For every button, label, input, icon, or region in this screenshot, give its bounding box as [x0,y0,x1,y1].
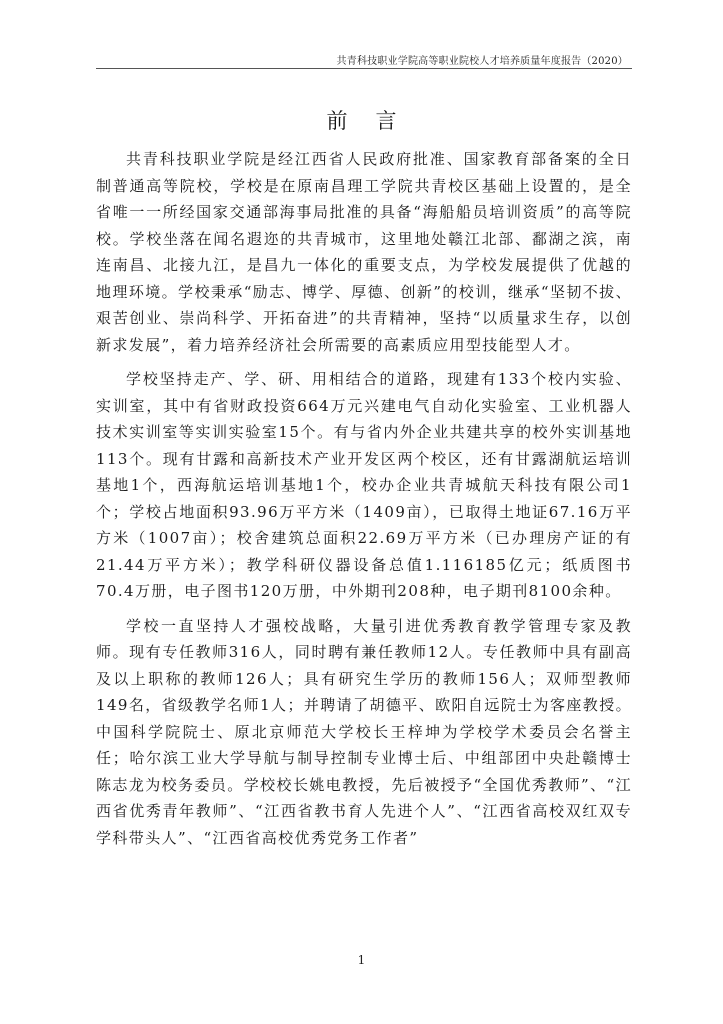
paragraph-facilities: 学校坚持走产、学、研、用相结合的道路，现建有133个校内实验、实训室，其中有省财政投资664万元兴建电气自动化实验室、工业机器人技术实训室等实训实验室15个。有与省内外企业共建共享的校外实训基地113个。现有甘露和高新技术产业开发区两个校区，还有甘露湖航运培训基地1个，西海航运培训基地1个，校办企业共青城航天科技有限公司1个；学校占地面积93.96万平方米（1409亩），已取得土地证67.16万平方米（1007亩）；校舍建筑总面积22.69万平方米（已办理房产证的有21.44万平方米）；教学科研仪器设备总值1.116185亿元；纸质图书70.4万册，电子图书120万册，中外期刊208种，电子期刊8100余种。 [96,370,632,600]
page-header: 共青科技职业学院高等职业院校人才培养质量年度报告（2020） [336,56,628,67]
paragraph-faculty: 学校一直坚持人才强校战略，大量引进优秀教育教学管理专家及教师。现有专任教师316人，同时聘有兼任教师12人。专任教师中具有副高及以上职称的教师126人；具有研究生学历的教师156人；双师型教师149名，省级教学名师1人；并聘请了胡德平、欧阳自远院士为客座教授。中国科学院院士、原北京师范大学校长王梓坤为学校学术委员会名誉主任；哈尔滨工业大学导航与制导控制专业博士后、中组部团中央赴赣博士陈志龙为校务委员。学校校长姚电教授，先后被授予“全国优秀教师”、“江西省优秀青年教师”、“江西省教书育人先进个人”、“江西省高校双红双专学科带头人”、“江西省高校优秀党务工作者” [96,616,632,847]
header-divider [96,68,632,69]
page-number: 1 [357,953,366,967]
page-title: 前言 [326,109,425,133]
document-body [96,146,632,859]
paragraph-intro: 共青科技职业学院是经江西省人民政府批准、国家教育部备案的全日制普通高等院校，学校是在原南昌理工学院共青校区基础上设置的，是全省唯一一所经国家交通部海事局批准的具备“海船船员培训资质”的高等院校。学校坐落在闻名遐迩的共青城市，这里地处赣江北部、鄱湖之滨，南连南昌、北接九江，是昌九一体化的重要支点，为学校发展提供了优越的地理环境。学校秉承“励志、博学、厚德、创新”的校训，继承“坚韧不拔、艰苦创业、崇尚科学、开拓奋进”的共青精神，坚持“以质量求生存，以创新求发展”，着力培养经济社会所需要的高素质应用型技能型人才。 [96,150,632,354]
